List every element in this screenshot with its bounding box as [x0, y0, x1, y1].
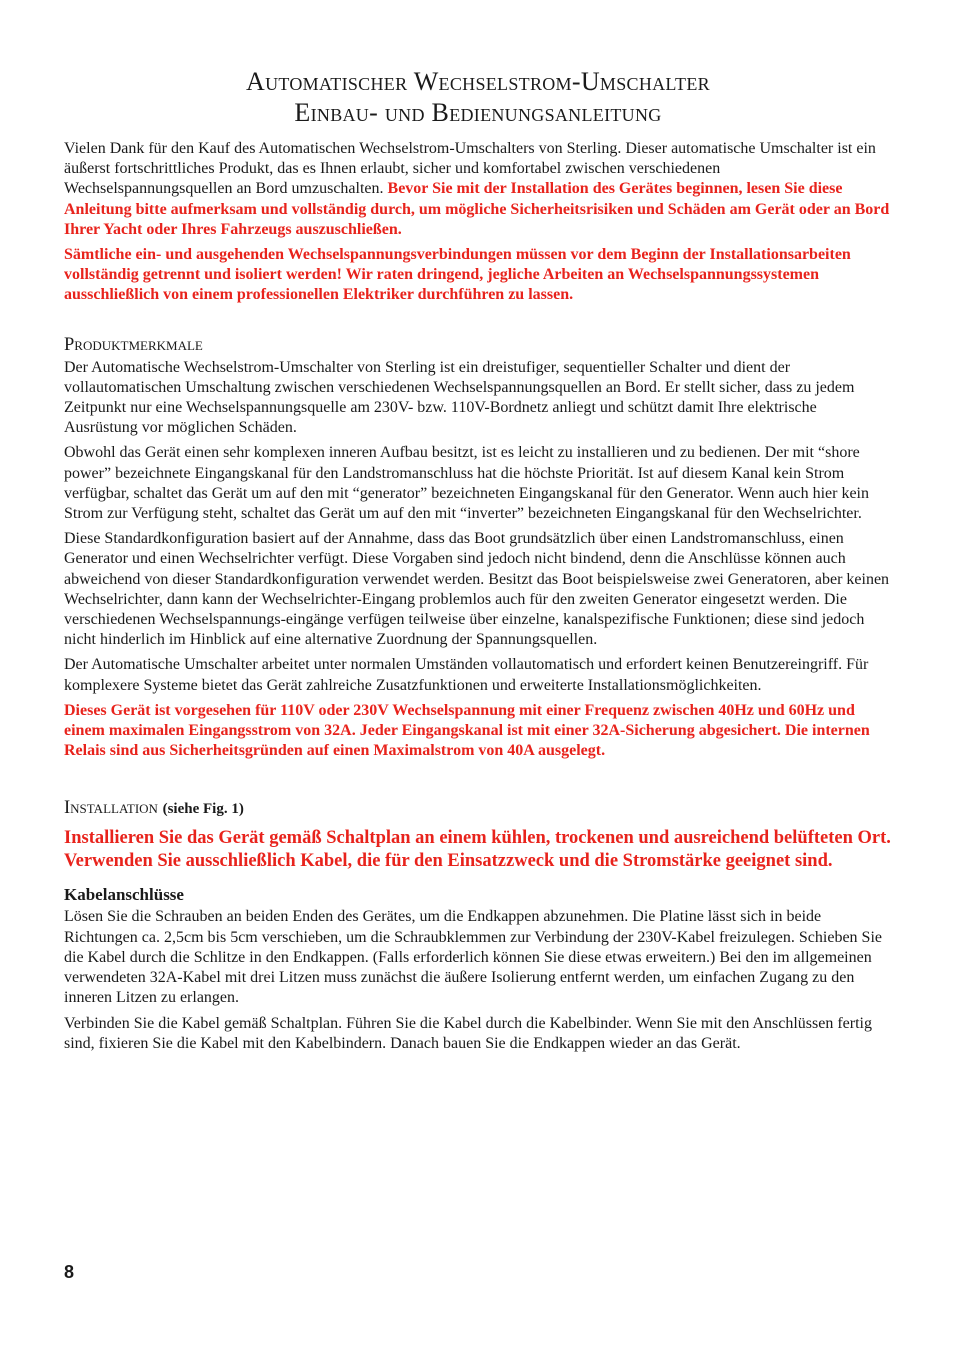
page-number: 8	[64, 1262, 75, 1282]
intro-paragraph	[64, 139, 892, 240]
installation-heading-text: Installation	[64, 798, 158, 819]
features-paragraph-2: Obwohl das Gerät einen sehr komplexen inneren Aufbau besitzt, ist es leicht zu installieren und zu bedienen. Der mit “shore power” bezeichnete Eingangskanal für den Landstromanschluss hat die höchste Priorität. Ist auf diesem Kanal kein Strom verfügbar, schaltet das Gerät um auf den mit “generator” bezeichneten Eingangskanal für den Generator. Wenn auch hier kein Strom zur Verfügung steht, schaltet das Gerät um auf den mit “inverter” bezeichneten Eingangskanal für den Wechselrichter.	[64, 444, 869, 523]
installation-warning: Installieren Sie das Gerät gemäß Schaltplan an einem kühlen, trockenen und ausreichend belüfteten Ort. Verwenden Sie ausschließlich Kabel, die für den Einsatzzweck und die Stromstärke geeignet sind.	[64, 828, 891, 871]
cables-paragraph-1: Lösen Sie die Schrauben an beiden Enden des Gerätes, um die Endkappen abzunehmen. Die Platine lässt sich in beide Richtungen ca. 2,5cm bis 5cm verschieben, um die Schraubklemmen zur Verbindung der 230V-Kabel freizulegen. Schieben Sie die Kabel durch die Schlitze in den Endkappen. (Falls erforderlich können Sie diese etwas erweitern.) Bei den im allgemeinen verwendeten 32A-Kabel mit drei Litzen muss zunächst die äußere Isolierung entfernt werden, um einfachen Zugang zu den inneren Litzen zu erlangen.	[64, 908, 882, 1007]
features-heading: Produktmerkmale	[64, 334, 203, 355]
title-line-1: Automatischer Wechselstrom-Umschalter	[246, 67, 710, 96]
document-title	[64, 66, 892, 128]
installation-heading	[64, 797, 892, 820]
document-page	[64, 66, 892, 1059]
title-line-2: Einbau- und Bedienungsanleitung	[294, 98, 662, 127]
features-paragraph-4: Der Automatische Umschalter arbeitet unter normalen Umständen vollautomatisch und erfordert keinen Benutzereingriff. Für komplexere Systeme bietet das Gerät zahlreiche Zusatzfunktionen und erweiterte Installationsmöglichkeiten.	[64, 656, 869, 694]
intro-warning: Bevor Sie mit der Installation des Gerätes beginnen, lesen Sie diese Anleitung bitte aufmerksam und vollständig durch, um mögliche Sicherheitsrisiken und Schäden am Gerät oder an Bord Ihrer Yacht oder Ihres Fahrzeugs auszuschließen.	[64, 180, 890, 238]
features-warning: Dieses Gerät ist vorgesehen für 110V oder 230V Wechselspannung mit einer Frequenz zwischen 40Hz und 60Hz und einem maximalen Eingangsstrom von 32A. Jeder Eingangskanal ist mit einer 32A-Sicherung abgesichert. Die internen Relais sind aus Sicherheitsgründen auf einen Maximalstrom von 40A ausgelegt.	[64, 701, 870, 760]
features-paragraph-3: Diese Standardkonfiguration basiert auf der Annahme, dass das Boot grundsätzlich über einen Landstromanschluss, einen Generator und einen Wechselrichter verfügt. Diese Vorgaben sind jedoch nicht bindend, denn die Anschlüsse können auch abweichend von dieser Standardkonfiguration verwendet werden. Besitzt das Boot beispielsweise zwei Generatoren, aber keinen Wechselrichter, dann kann der Wechselrichter-Eingang problemlos auch für den zweiten Generator eingesetzt werden. Die verschiedenen Wechselspannungs-eingänge verfügen teilweise über einzelne, kanalspezifische Funktionen; diese sind jedoch nicht hinderlich im Hinblick auf eine alternative Zuordnung der Spannungsquellen.	[64, 530, 890, 649]
safety-warning: Sämtliche ein- und ausgehenden Wechselspannungsverbindungen müssen vor dem Beginn der Installationsarbeiten vollständig getrennt und isoliert werden! Wir raten dringend, jegliche Arbeiten an Wechselspannungssystemen ausschließlich von einem professionellen Elektriker durchführen zu lassen.	[64, 246, 851, 304]
installation-heading-note: (siehe Fig. 1)	[162, 801, 244, 818]
features-paragraph-1: Der Automatische Wechselstrom-Umschalter von Sterling ist ein dreistufiger, sequentieller Schalter und dient der vollautomatischen Umschaltung zwischen verschiedenen Wechselspannungsquellen an Bord. Er stellt sicher, dass zu jedem Zeitpunkt nur eine Wechselspannungsquelle am 230V- bzw. 110V-Bordnetz anliegt und schützt damit Ihre elektrische Ausrüstung vor möglichen Schäden.	[64, 358, 855, 437]
cables-heading: Kabelanschlüsse	[64, 885, 184, 905]
intro-text: Vielen Dank für den Kauf des Automatischen Wechselstrom-Umschalters von Sterling. Dieser automatische Umschalter ist ein äußerst fortschrittliches Produkt, das es Ihnen erlaubt, sicher und komfortabel zwischen verschiedenen Wechselspannungsquellen an Bord umzuschalten.	[64, 140, 876, 198]
cables-paragraph-2: Verbinden Sie die Kabel gemäß Schaltplan. Führen Sie die Kabel durch die Kabelbinder. Wenn Sie mit den Anschlüssen fertig sind, fixieren Sie die Kabel mit den Kabelbindern. Danach bauen Sie die Endkappen wieder an das Gerät.	[64, 1014, 872, 1052]
